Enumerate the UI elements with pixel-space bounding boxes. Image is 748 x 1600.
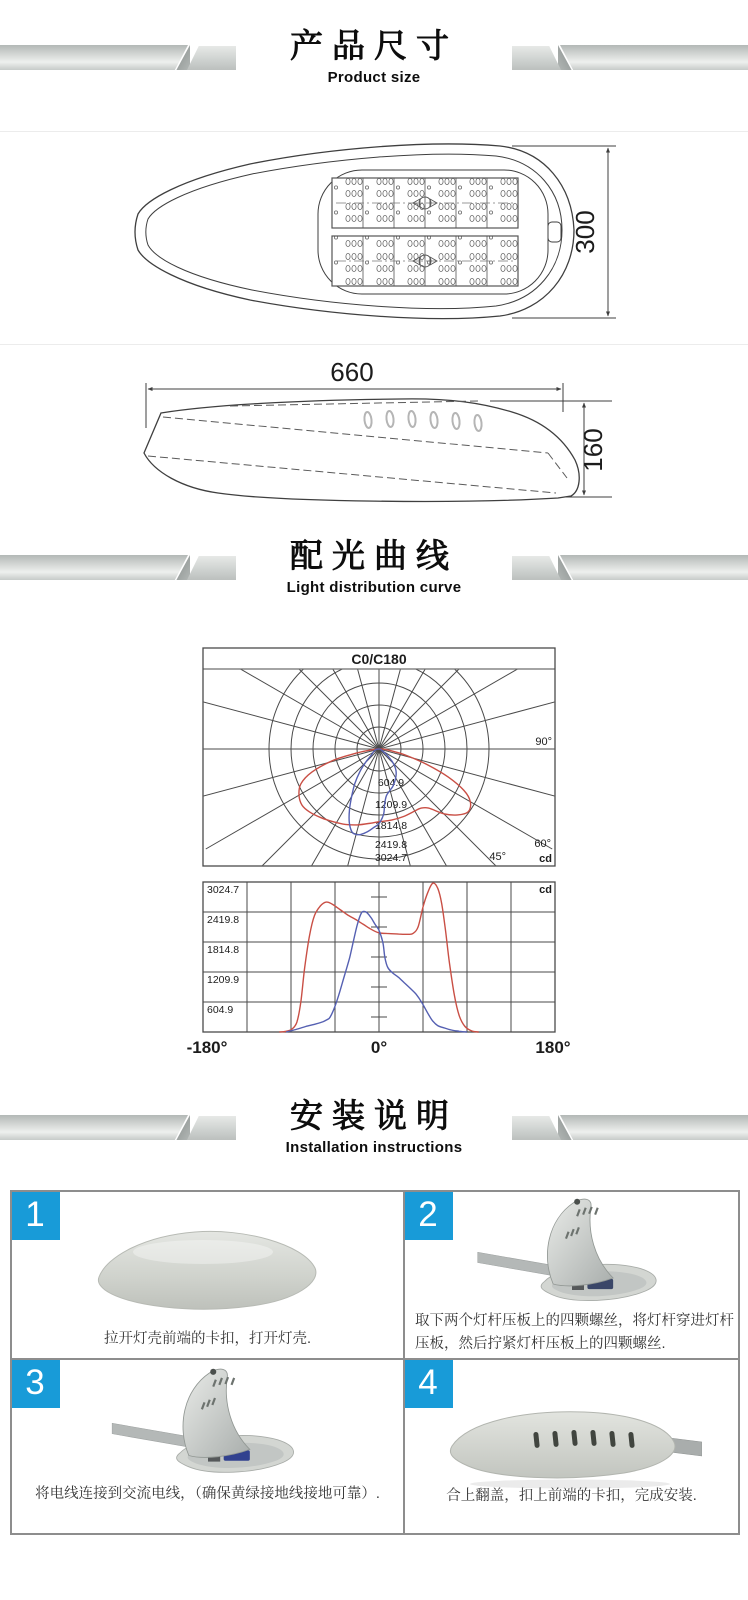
dim-label-660: 660 <box>330 357 374 387</box>
svg-text:180°: 180° <box>535 1038 571 1057</box>
light-pole <box>477 1252 556 1276</box>
step-4-caption: 合上翻盖，扣上前端的卡扣，完成安装. <box>446 1487 697 1504</box>
section-subtitle: Light distribution curve <box>286 579 462 597</box>
ribbon-decoration-right <box>512 555 748 580</box>
svg-text:90°: 90° <box>535 736 552 748</box>
installation-steps-table <box>10 1190 740 1535</box>
svg-text:3024.7: 3024.7 <box>374 852 408 864</box>
rectangular-light-distribution-chart <box>180 875 580 1065</box>
step-2-image <box>405 1194 738 1314</box>
section-header-product-size <box>0 28 748 100</box>
dim-label-160: 160 <box>578 428 608 472</box>
step-2-caption: 取下两个灯杆压板上的四颗螺丝，将灯杆穿进灯杆压板，然后拧紧灯杆压板上的四颗螺丝. <box>415 1313 734 1352</box>
top-view-dimension-drawing <box>100 130 640 340</box>
svg-text:cd: cd <box>539 884 552 896</box>
step-1-caption: 拉开灯壳前端的卡扣，打开灯壳. <box>103 1330 312 1347</box>
open-lid <box>183 1369 250 1457</box>
section-header-installation <box>0 1098 748 1170</box>
step-3-number-badge: 3 <box>12 1360 60 1408</box>
lamp-top-view-outline <box>135 144 574 319</box>
svg-text:C0/C180: C0/C180 <box>351 651 407 667</box>
section-subtitle: Product size <box>327 69 421 87</box>
side-view-dimension-drawing <box>100 352 640 520</box>
svg-text:1209.9: 1209.9 <box>374 799 408 811</box>
step-4-panel <box>405 1360 738 1533</box>
svg-text:2419.8: 2419.8 <box>374 839 408 851</box>
ribbon-decoration-right <box>512 1115 748 1140</box>
polar-light-distribution-chart <box>180 640 580 875</box>
svg-text:60°: 60° <box>534 838 551 850</box>
step-2-panel <box>405 1192 738 1360</box>
section-title: 产品尺寸 <box>290 27 458 64</box>
step-3-panel <box>12 1360 405 1533</box>
step-3-caption: 将电线连接到交流电线，（确保黄绿接地线接地可靠）. <box>35 1485 380 1502</box>
closed-lamp-side <box>450 1412 675 1478</box>
ribbon-decoration-right <box>512 45 748 70</box>
svg-text:1814.8: 1814.8 <box>374 820 408 832</box>
section-subtitle: Installation instructions <box>285 1139 463 1157</box>
svg-text:1814.8: 1814.8 <box>207 944 240 956</box>
step-3-image <box>12 1364 403 1486</box>
section-header-light-curve <box>0 538 748 610</box>
open-lid <box>547 1199 613 1286</box>
ribbon-decoration-left <box>0 45 236 70</box>
step-1-panel <box>12 1192 405 1360</box>
light-pole <box>112 1423 192 1447</box>
svg-text:2419.8: 2419.8 <box>207 914 240 926</box>
ribbon-decoration-left <box>0 555 236 580</box>
step-4-number-badge: 4 <box>405 1360 453 1408</box>
hidden-edges-dashed <box>148 401 567 493</box>
step-4-image <box>405 1392 738 1490</box>
section-title: 配光曲线 <box>290 537 458 574</box>
step-2-number-badge: 2 <box>405 1192 453 1240</box>
vent-slots <box>364 411 483 432</box>
svg-text:1209.9: 1209.9 <box>207 974 240 986</box>
divider-line <box>0 344 748 345</box>
svg-text:-180°: -180° <box>186 1038 228 1057</box>
svg-text:cd: cd <box>539 853 552 865</box>
svg-text:45°: 45° <box>489 851 506 863</box>
svg-text:0°: 0° <box>370 1038 388 1057</box>
dim-660 <box>146 383 563 428</box>
led-modules <box>332 178 518 286</box>
dim-300 <box>512 146 616 318</box>
svg-text:3024.7: 3024.7 <box>207 884 240 896</box>
section-title: 安装说明 <box>290 1097 458 1134</box>
svg-text:604.9: 604.9 <box>207 1004 234 1016</box>
ribbon-decoration-left <box>0 1115 236 1140</box>
step-1-image <box>12 1222 403 1322</box>
dim-label-300: 300 <box>570 210 600 254</box>
step-1-number-badge: 1 <box>12 1192 60 1240</box>
svg-text:604.9: 604.9 <box>377 777 405 789</box>
